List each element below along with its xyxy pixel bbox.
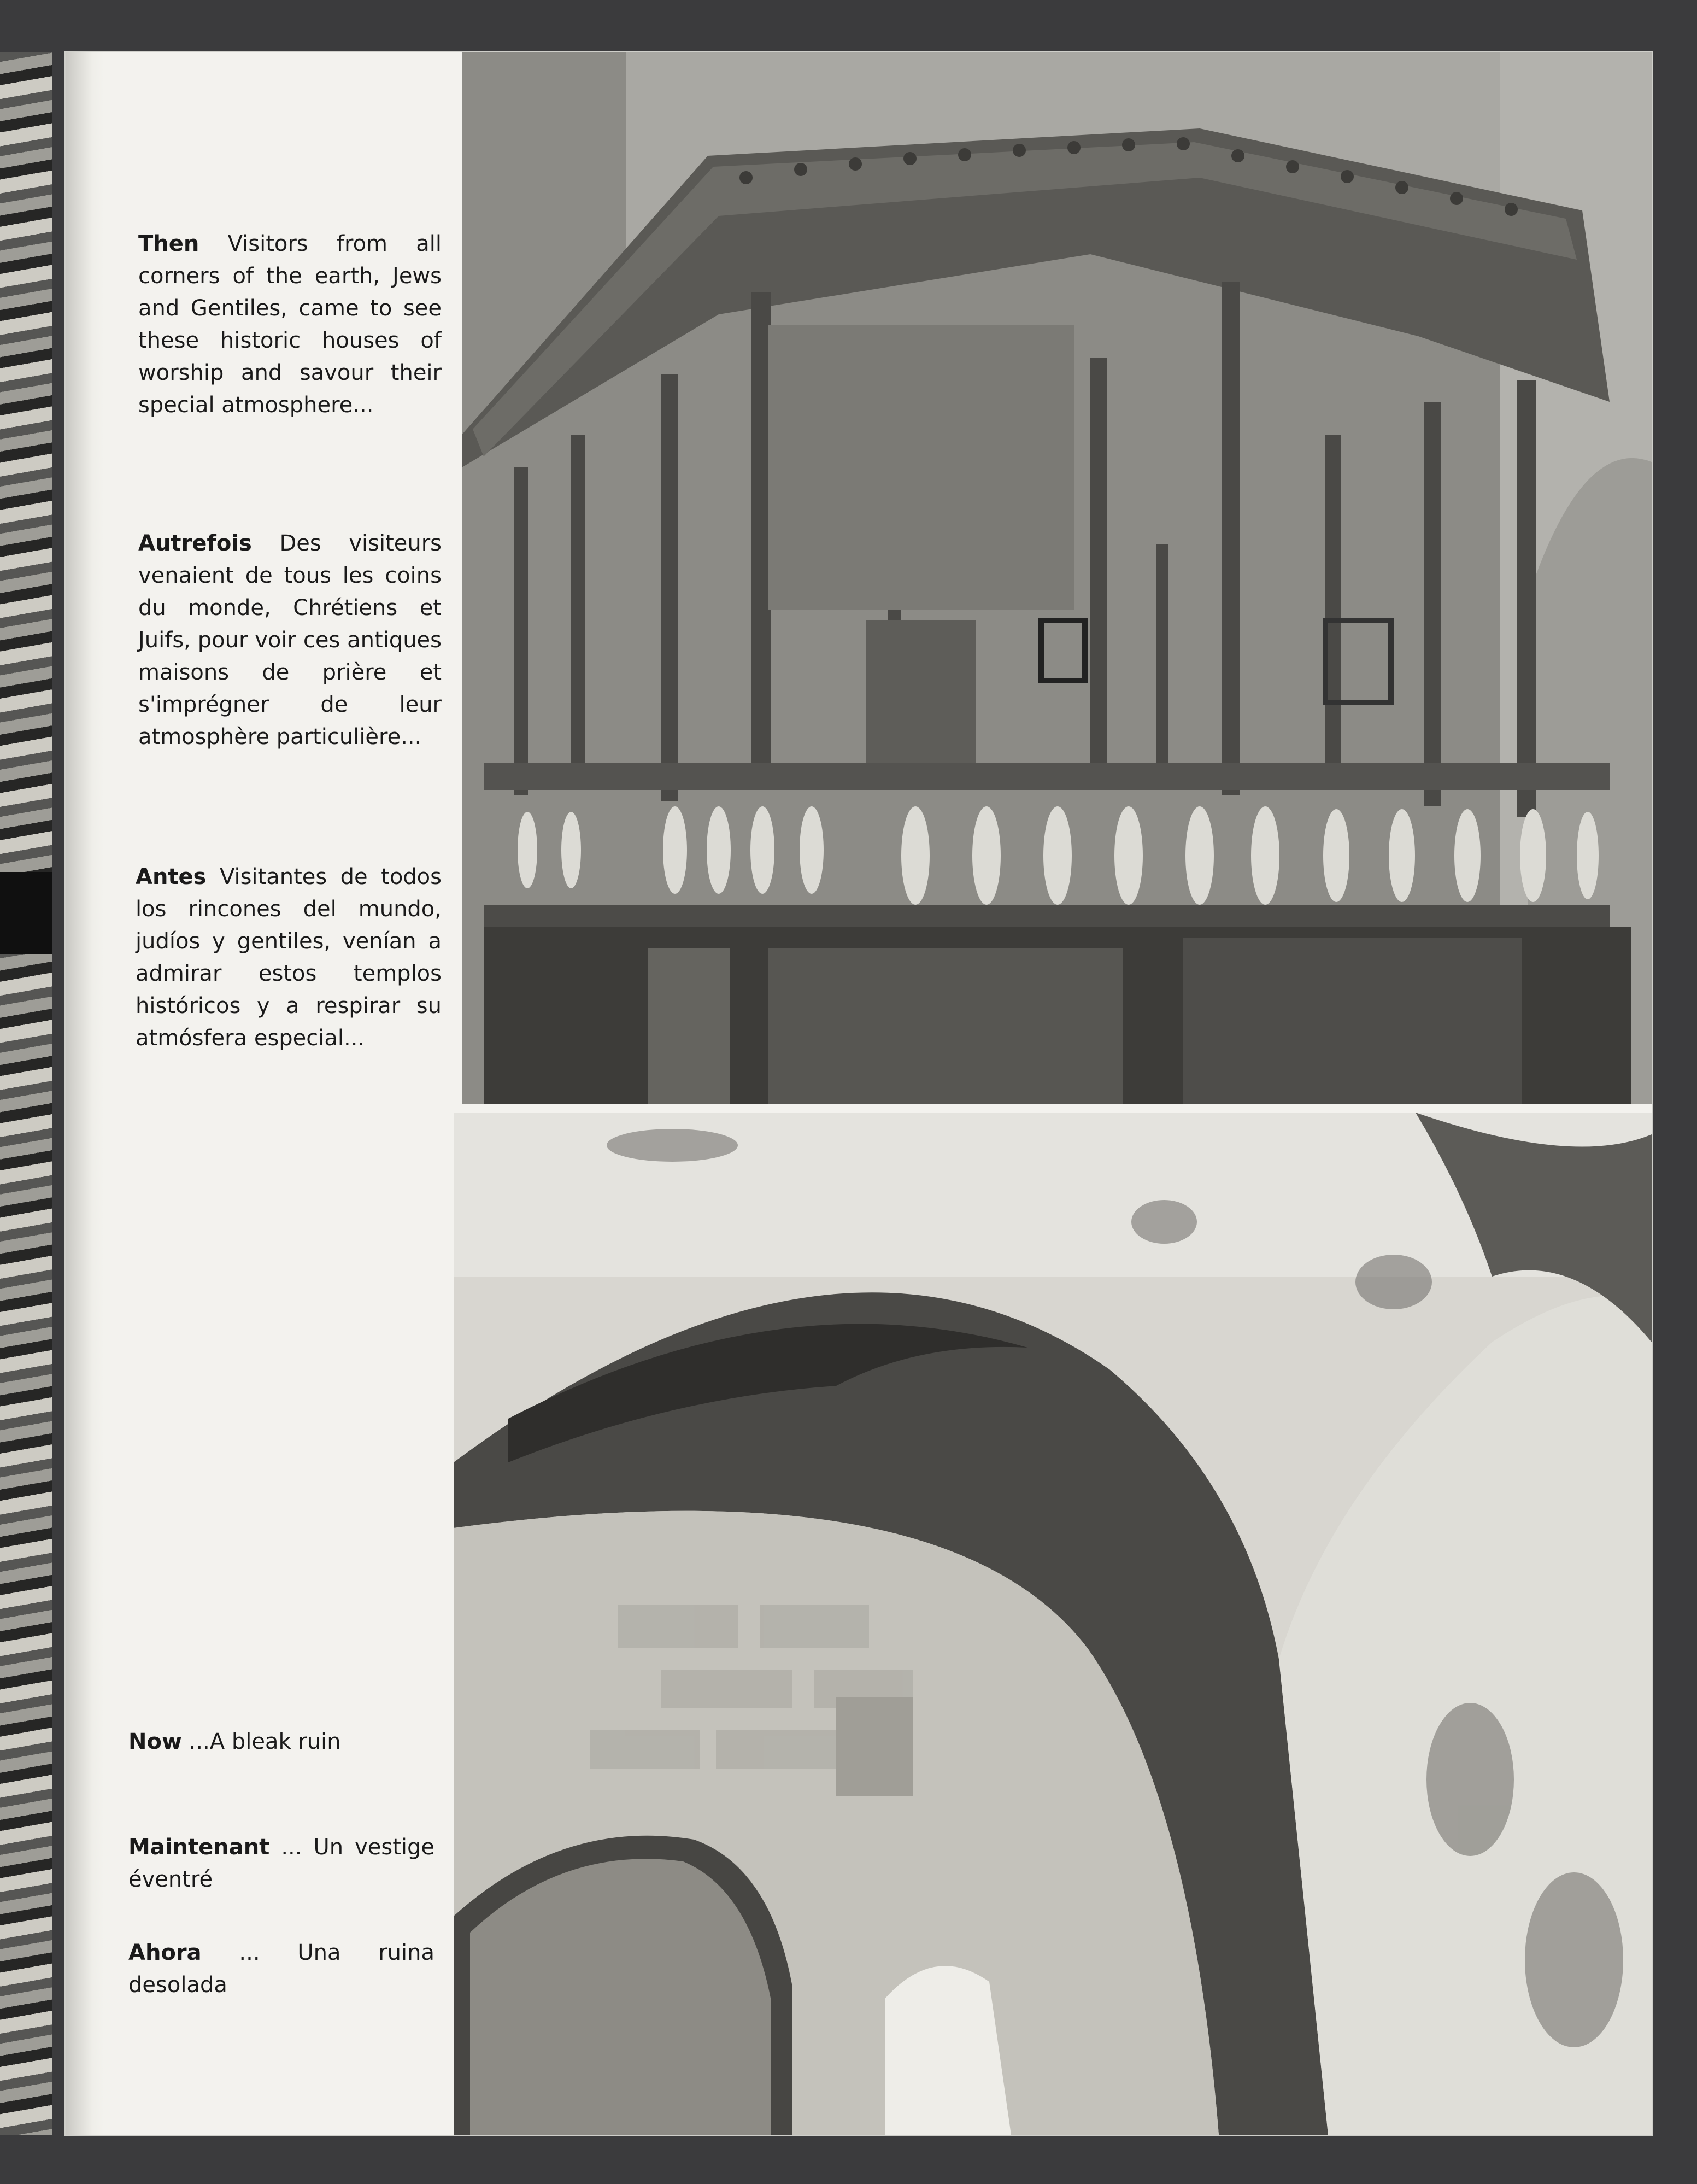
caption-now — [128, 1726, 434, 1758]
photo-synagogue-drawing — [462, 52, 1652, 1104]
caption-autrefois — [138, 528, 442, 753]
caption-autrefois-lead: Autrefois — [138, 531, 252, 556]
caption-autrefois-text: Des visiteurs venaient de tous les coins du monde, Chrétiens et Juifs, pour voir ces antiques maisons de prière et s'imprégner de leur atmosphère particulière... — [138, 531, 442, 750]
book-page — [66, 52, 1652, 2135]
photo-ruin-drawing — [454, 1113, 1652, 2135]
photo-divider — [462, 1104, 1652, 1113]
caption-antes-text: Visitantes de todos los rincones del mundo, judíos y gentiles, venían a admirar estos templos históricos y a respirar su atmósfera especial... — [136, 864, 442, 1051]
caption-ahora — [128, 1937, 434, 2001]
photo-ruined-interior — [454, 1113, 1652, 2135]
photo-synagogue-interior — [462, 52, 1652, 1104]
caption-maintenant-text: ... Un vestige éventré — [128, 1835, 434, 1892]
caption-maintenant-lead: Maintenant — [128, 1835, 270, 1860]
photo-dark-band — [0, 872, 52, 954]
caption-now-text: ...A bleak ruin — [189, 1729, 341, 1754]
caption-ahora-text: ... Una ruina desolada — [128, 1940, 434, 1998]
caption-then — [138, 228, 442, 421]
caption-maintenant — [128, 1831, 434, 1896]
caption-then-text: Visitors from all corners of the earth, Jews and Gentiles, came to see these historic houses of worship and savour their special atmosphere... — [138, 231, 442, 418]
caption-ahora-lead: Ahora — [128, 1940, 202, 1965]
previous-page-photo-edge — [0, 52, 52, 2135]
page-fold-shadow — [66, 52, 104, 2135]
caption-antes — [136, 861, 442, 1055]
caption-now-lead: Now — [128, 1729, 182, 1754]
caption-then-lead: Then — [138, 231, 199, 256]
caption-antes-lead: Antes — [136, 864, 207, 889]
